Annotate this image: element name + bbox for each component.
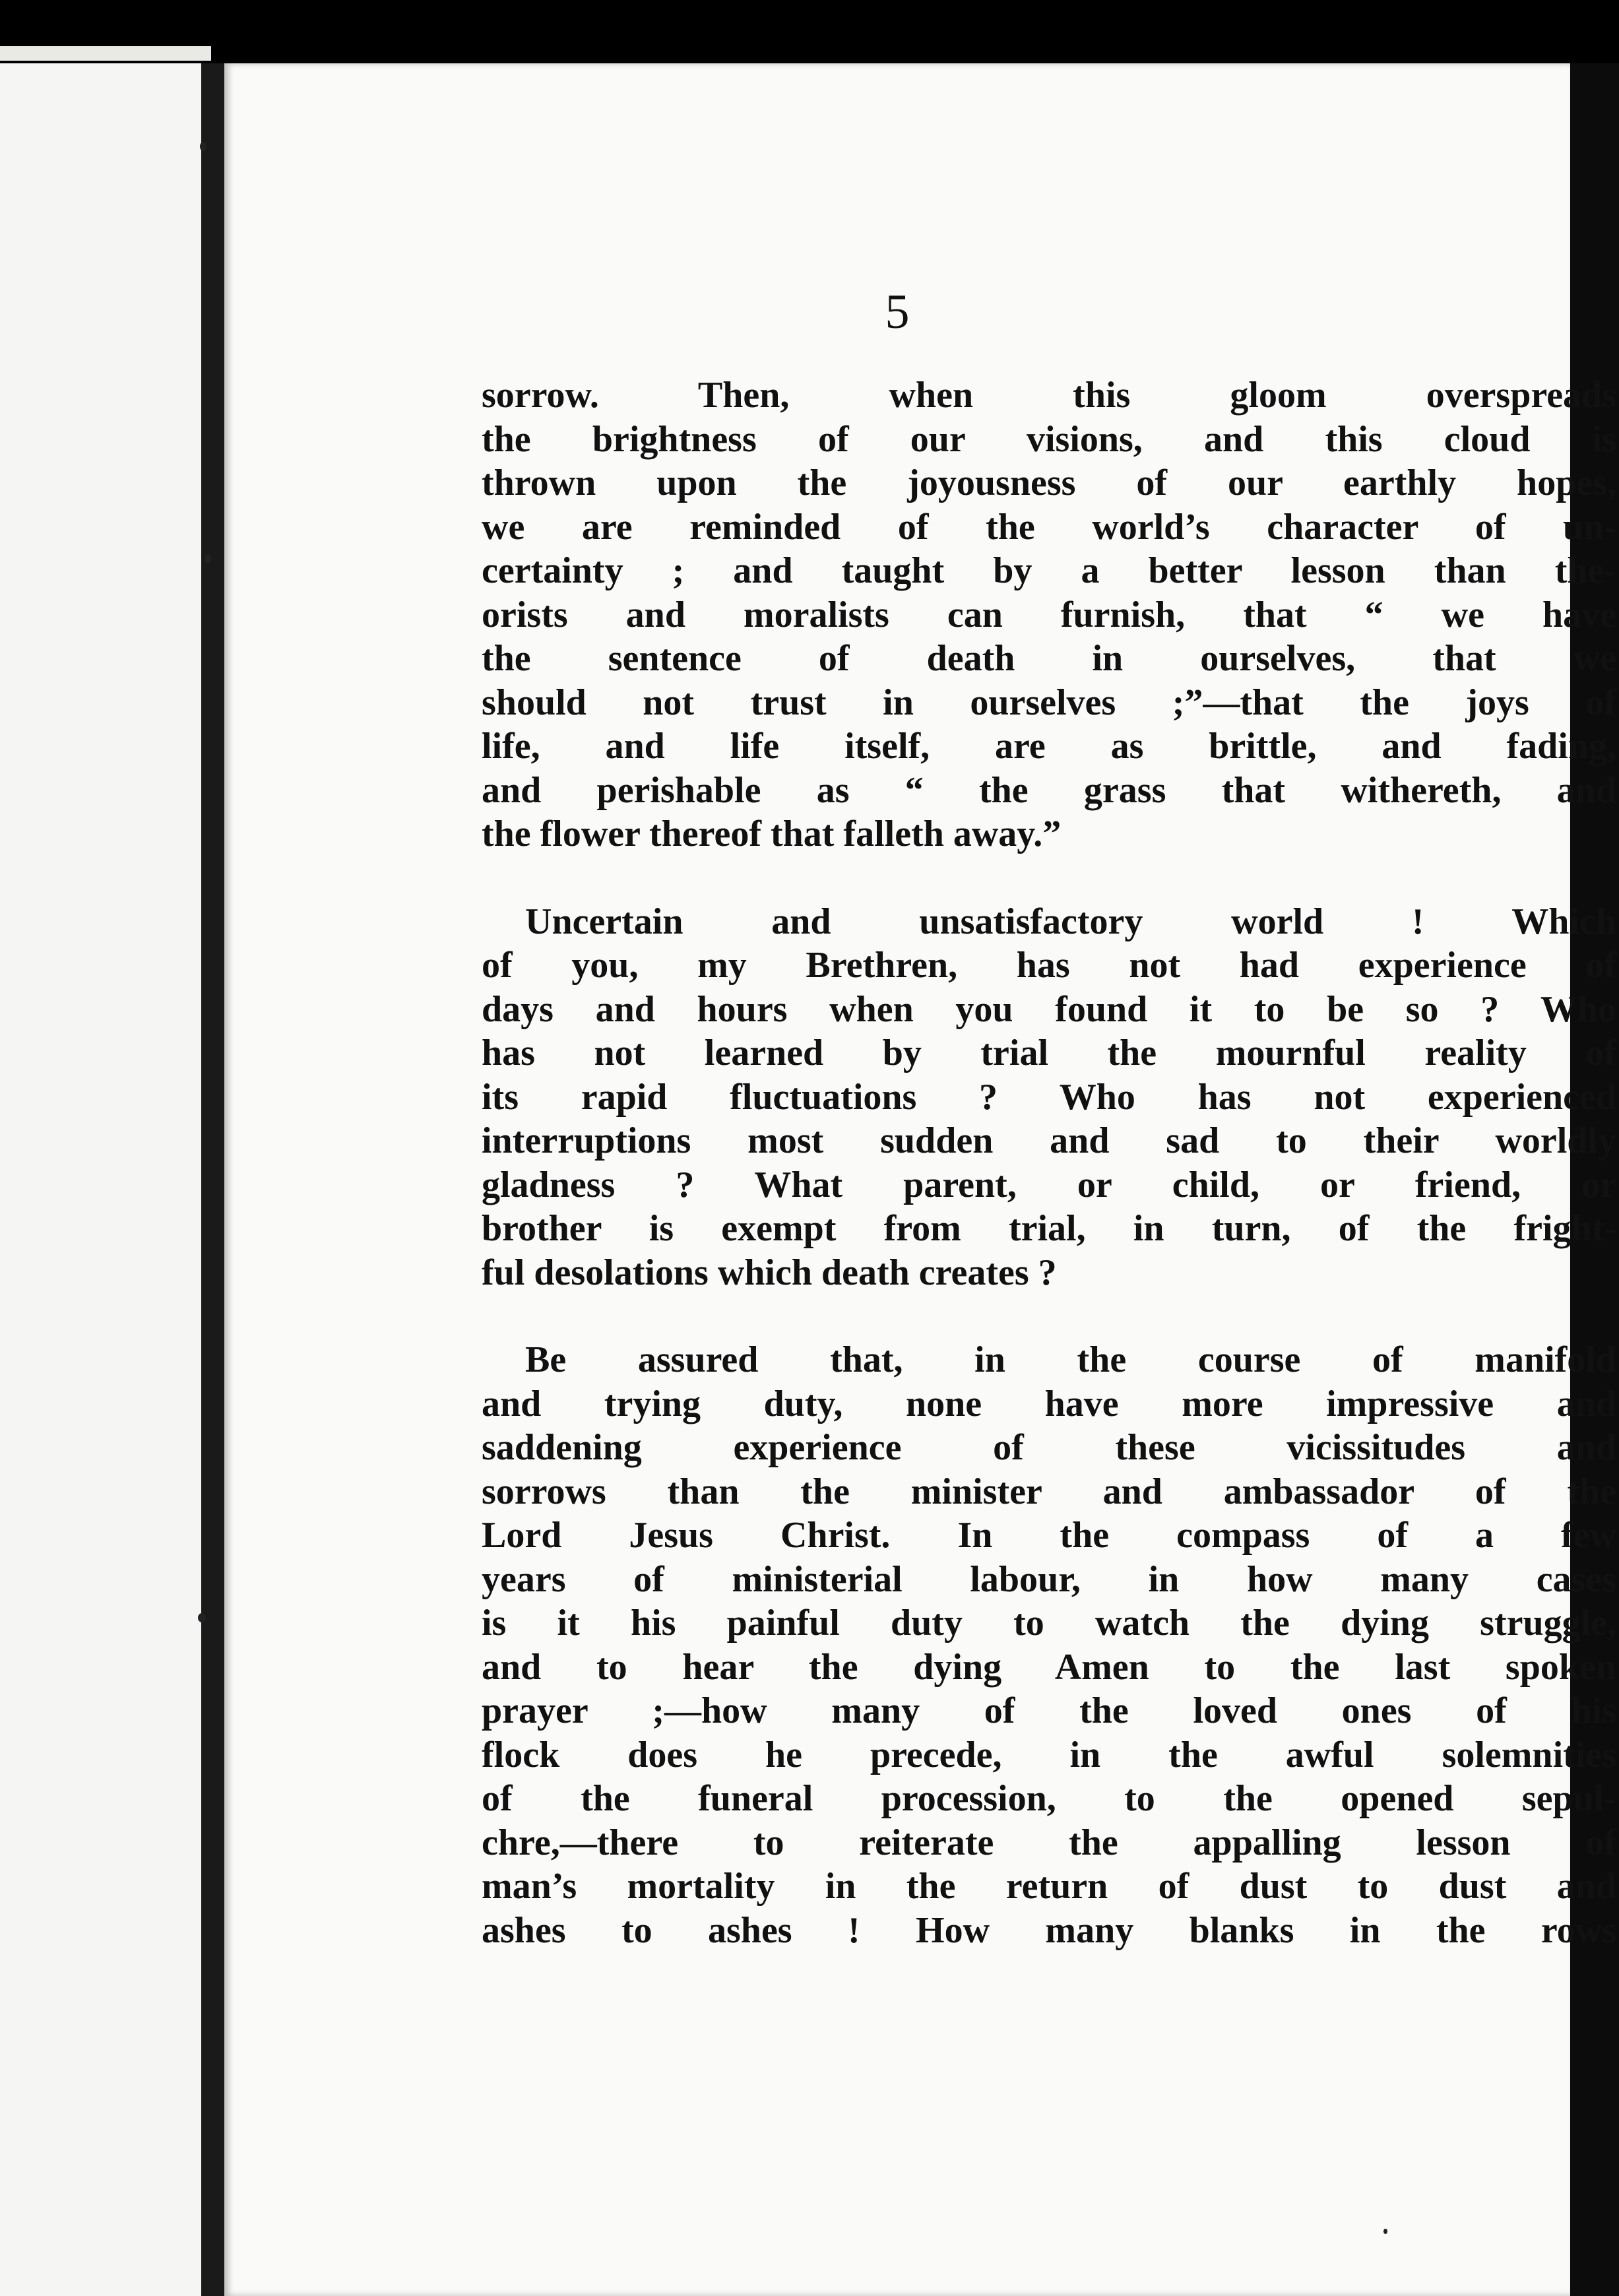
- scan-speck: [205, 554, 211, 563]
- text-line: interruptions most sudden and sad to their worldly: [482, 1120, 1616, 1161]
- text-line: we are reminded of the world’s character of un-: [482, 506, 1616, 548]
- scan-speck: [198, 1613, 206, 1622]
- scan-speck: [200, 142, 206, 151]
- text-line: ful desolations which death creates ?: [482, 1252, 1057, 1293]
- text-line: life, and life itself, are as brittle, and fading,: [482, 726, 1616, 767]
- text-line: man’s mortality in the return of dust to dust and: [482, 1866, 1616, 1907]
- text-line: of you, my Brethren, has not had experience of: [482, 945, 1616, 986]
- text-line: of the funeral procession, to the opened sepul-: [482, 1778, 1616, 1819]
- paragraph-1: [482, 373, 1616, 856]
- text-line: the flower thereof that falleth away.”: [482, 813, 1062, 854]
- text-line: Lord Jesus Christ. In the compass of a few: [482, 1515, 1616, 1556]
- text-line: sorrow. Then, when this gloom overspreads: [482, 375, 1616, 416]
- text-line: sorrows than the minister and ambassador of the: [482, 1471, 1616, 1512]
- page-number: 5: [885, 285, 910, 339]
- text-line: brother is exempt from trial, in turn, of the fright-: [482, 1208, 1616, 1249]
- text-line: and trying duty, none have more impressive and: [482, 1383, 1616, 1424]
- text-line: and perishable as “ the grass that withereth, and: [482, 769, 1616, 811]
- text-line: gladness ? What parent, or child, or friend, or: [482, 1164, 1616, 1205]
- text-line: flock does he precede, in the awful solemnities: [482, 1734, 1616, 1775]
- text-line: has not learned by trial the mournful reality of: [482, 1033, 1616, 1073]
- text-line: is it his painful duty to watch the dying struggle,: [482, 1603, 1616, 1643]
- text-line: its rapid fluctuations ? Who has not experienced: [482, 1076, 1616, 1118]
- paragraph-spacer: [482, 1294, 1616, 1338]
- text-line: ashes to ashes ! How many blanks in the rows: [482, 1909, 1616, 1951]
- paragraph-2: [482, 900, 1616, 1295]
- text-line: chre,—there to reiterate the appalling lesson of: [482, 1822, 1616, 1863]
- text-line: prayer ;—how many of the loved ones of his: [482, 1690, 1616, 1731]
- text-line: the sentence of death in ourselves, that we: [482, 638, 1616, 679]
- text-line: orists and moralists can furnish, that “ we have: [482, 594, 1616, 635]
- facing-page-edge: [0, 46, 211, 61]
- binding-gutter: [201, 63, 228, 2296]
- text-line: saddening experience of these vicissitudes and: [482, 1427, 1616, 1468]
- text-line: certainty ; and taught by a better lesson than the-: [482, 550, 1616, 591]
- text-line: days and hours when you found it to be so ? Who: [482, 988, 1616, 1030]
- text-line: thrown upon the joyousness of our earthly hopes,: [482, 462, 1616, 503]
- text-line: Be assured that, in the course of manifold: [525, 1339, 1616, 1380]
- paragraph-3: [482, 1338, 1616, 1952]
- paragraph-spacer: [482, 856, 1616, 900]
- text-line: Uncertain and unsatisfactory world ! Which: [525, 901, 1616, 942]
- body-text: [482, 373, 1616, 1952]
- scan-speck: [1383, 2229, 1387, 2234]
- text-line: and to hear the dying Amen to the last spoken: [482, 1646, 1616, 1688]
- book-page: [224, 63, 1616, 2296]
- text-line: should not trust in ourselves ;”—that the joys of: [482, 682, 1616, 723]
- text-line: the brightness of our visions, and this cloud is: [482, 418, 1616, 460]
- text-line: years of ministerial labour, in how many cases: [482, 1558, 1616, 1600]
- facing-page: [0, 63, 201, 2296]
